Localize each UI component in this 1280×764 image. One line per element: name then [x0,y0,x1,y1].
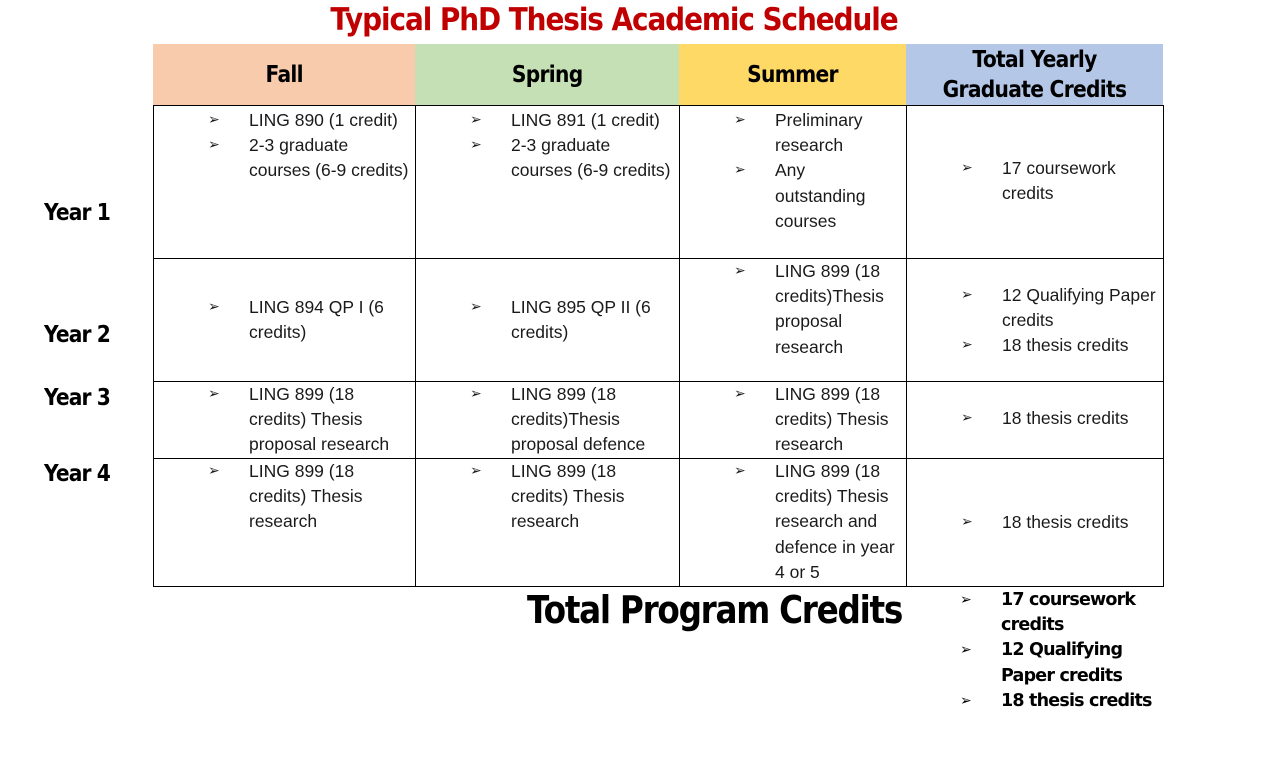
cell-item: ➢ 12 Qualifying Paper credits [907,283,1157,333]
cell-item: ➢ LING 899 (18 credits) Thesis research [680,382,900,458]
header-fall [153,44,415,105]
cell-year1-spring [415,105,680,259]
cell-item-list [154,459,409,535]
cell-year1-fall [153,105,416,259]
cell-item-list [154,108,409,184]
cell-item: ➢ LING 895 QP II (6 credits) [416,295,673,345]
cell-item: ➢ 17 coursework credits [907,156,1157,206]
cell-item-list [680,459,900,585]
page-title: Typical PhD Thesis Academic Schedule [330,2,898,38]
cell-item-list [416,295,673,345]
cell-year3-summer [679,381,907,459]
cell-item: ➢ 18 thesis credits [907,406,1157,431]
header-spring-label: Spring [511,61,583,88]
cell-item: ➢ LING 899 (18 credits) Thesis research and defence in year 4 or 5 [680,459,900,585]
cell-year1-summer [679,105,907,259]
header-spring [415,44,679,105]
cell-item: ➢ LING 899 (18 credits)Thesis proposal defence [416,382,673,458]
cell-year2-summer [679,258,907,382]
cell-item: ➢ LING 890 (1 credit) [154,108,409,133]
cell-year4-total [906,458,1164,587]
cell-item: ➢ 2-3 graduate courses (6-9 credits) [416,133,673,183]
cell-item-list [416,108,673,184]
cell-item: ➢ LING 899 (18 credits) Thesis research [154,459,409,535]
year-label: Year 3 [44,385,111,411]
cell-item: ➢ LING 899 (18 credits) Thesis proposal research [154,382,409,458]
cell-year4-summer [679,458,907,587]
cell-year4-spring [415,458,680,587]
cell-item: ➢ LING 894 QP I (6 credits) [154,295,409,345]
schedule-table [153,44,1163,586]
cell-item-list [907,510,1157,535]
cell-item-list [907,283,1157,359]
header-total-yearly-label: Total Yearly Graduate Credits [942,46,1127,103]
year-label: Year 2 [44,322,111,348]
cell-item-list [680,259,900,360]
cell-item: ➢ 18 thesis credits [907,333,1157,358]
cell-item-list [680,382,900,458]
cell-year3-total [906,381,1164,459]
cell-item-list [680,108,900,234]
header-summer-label: Summer [747,61,838,88]
cell-year4-fall [153,458,416,587]
header-summer [679,44,906,105]
cell-year2-spring [415,258,680,382]
cell-item: ➢ LING 899 (18 credits) Thesis research [416,459,673,535]
year-label: Year 4 [44,461,111,487]
header-total-yearly [906,44,1163,105]
cell-item-list [154,382,409,458]
total-program-credits-list [960,588,1160,714]
header-fall-label: Fall [265,61,303,88]
cell-year2-total [906,258,1164,382]
cell-item-list [416,459,673,535]
year-label: Year 1 [44,200,111,226]
cell-item: ➢ 2-3 graduate courses (6-9 credits) [154,133,409,183]
cell-item: ➢ LING 891 (1 credit) [416,108,673,133]
cell-item: ➢ 18 thesis credits [907,510,1157,535]
cell-item: ➢ Preliminary research [680,108,900,158]
cell-item: ➢ LING 899 (18 credits)Thesis proposal research [680,259,900,360]
total-item: ➢ 12 Qualifying Paper credits [960,638,1160,688]
cell-year3-spring [415,381,680,459]
cell-year1-total [906,105,1164,259]
cell-year2-fall [153,258,416,382]
total-item: ➢ 18 thesis credits [960,689,1160,714]
cell-item-list [907,406,1157,431]
cell-item-list [416,382,673,458]
total-program-credits-label: Total Program Credits [527,588,903,632]
total-item: ➢ 17 coursework credits [960,588,1160,638]
cell-item: ➢ Any outstanding courses [680,158,900,234]
cell-year3-fall [153,381,416,459]
cell-item-list [154,295,409,345]
cell-item-list [907,156,1157,206]
